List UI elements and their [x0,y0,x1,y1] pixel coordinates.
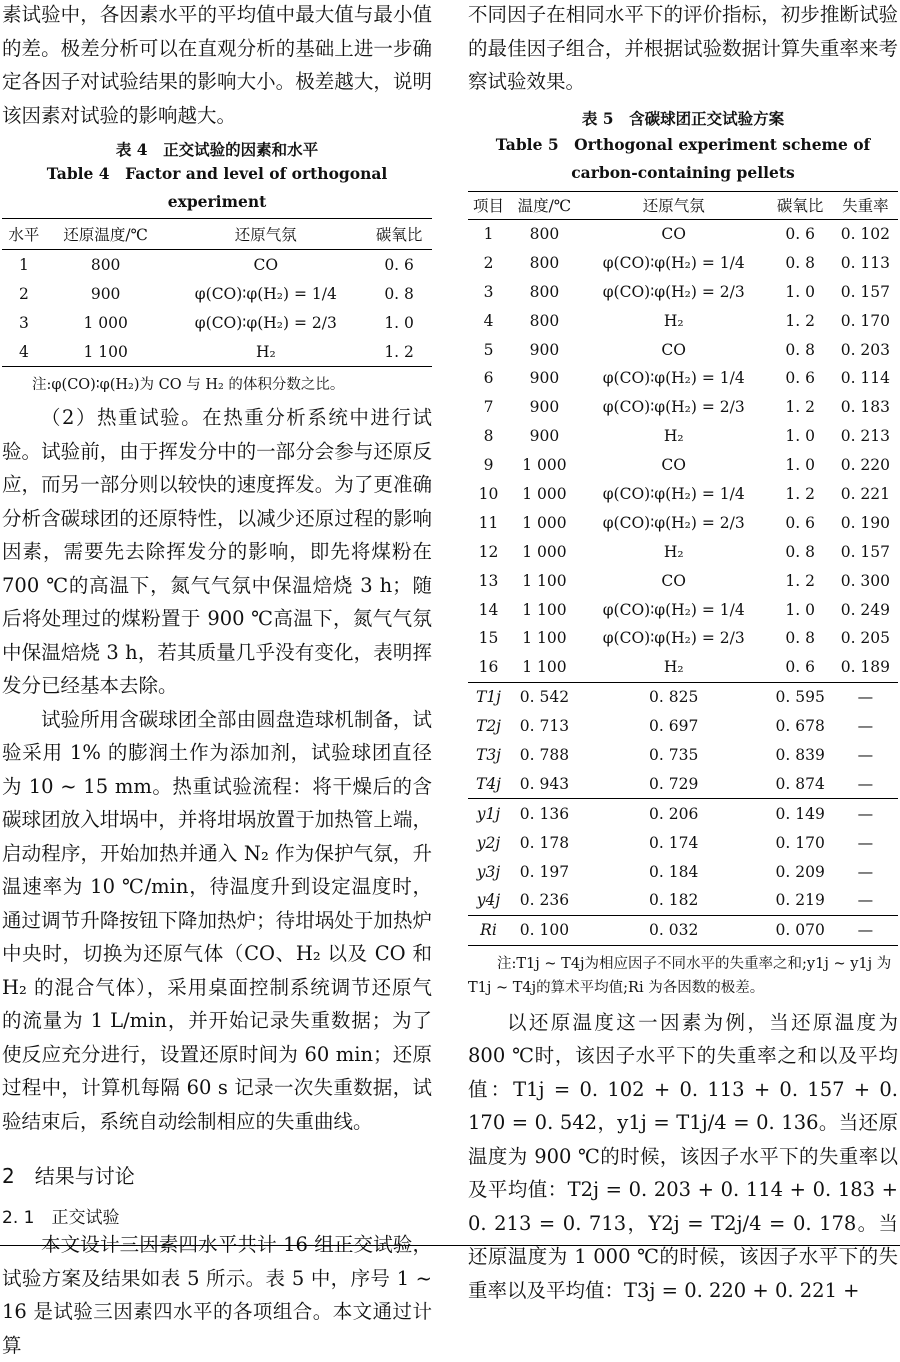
table-cell: 9 [483,456,494,475]
table-cell: 0. 8 [785,253,815,272]
table-cell: 1 [18,255,29,274]
table-cell: — [857,717,874,736]
table-cell: 0. 6 [785,513,815,532]
table-cell: 1. 2 [785,398,815,417]
table-cell: 1 000 [522,456,567,475]
table-cell: 0. 825 [580,682,768,711]
table-row [468,828,898,857]
table-row [468,624,898,653]
table-row [468,915,898,945]
table-cell: 0. 183 [840,398,891,417]
table-row [468,712,898,741]
table-row [468,769,898,798]
table-cell: 0. 6 [785,224,815,243]
table-cell: 7 [483,398,494,417]
table4-header-row [2,219,432,250]
table-cell: 6 [483,369,494,388]
table4-header: 水平 [2,219,46,250]
table-cell: y2j [476,833,501,852]
table-cell: — [833,682,898,711]
table-cell: 0. 943 [519,774,570,793]
table-cell: φ(CO)∶φ(H₂) = 2/3 [602,513,745,532]
table-row [468,306,898,335]
table-cell: 0. 100 [509,915,580,945]
table-cell: 16 [478,658,499,677]
table-cell: 900 [529,398,560,417]
table-row [468,393,898,422]
table-cell: 0. 170 [775,833,825,852]
table-cell: 0. 874 [775,774,825,793]
table-cell: 0. 213 [840,427,891,446]
table-cell: 4 [2,337,46,367]
table-cell: 1 100 [522,571,567,590]
table-cell: 0. 070 [768,915,833,945]
table-cell: 0. 249 [840,600,891,619]
table-cell: H₂ [663,311,684,330]
table-cell: y1j [468,799,509,828]
table-row [2,279,432,308]
table-cell: 1. 2 [785,311,815,330]
left-column [2,0,432,1362]
paragraph-orthogonal: 本文设计三因素四水平共计 16 组正交试验，试验方案及结果如表 5 所示。表 5 中，序号 1 ~ 16 是试验三因素四水平的各项组合。本文通过计算 [2,1233,432,1357]
table-cell: 0. 197 [519,862,570,881]
table4-caption-cn: 表 4 正交试验的因素和水平 [115,140,319,159]
table-cell: 2 [18,284,29,303]
table-cell: T2j [475,717,501,736]
table-row [468,480,898,509]
table5-header-row [468,191,898,219]
table-cell: 3 [483,282,494,301]
table-cell: φ(CO)∶φ(H₂) = 2/3 [194,313,337,332]
table-cell: 0. 236 [519,891,570,910]
paragraph-calculation: 以还原温度这一因素为例，当还原温度为 800 ℃时，该因子水平下的失重率之和以及平均值：T1j = 0. 102 + 0. 113 + 0. 157 + 0. 170 = 0. 542，y1j = T1j/4 = 0. 136。当还原温度为 900 ℃的时候，该因子水平下的失重率以及平均值：T2j = 0. 203 + 0. 114 + 0. 183 + 0. 213 = 0. 713，Y2j = T2j/4 = 0. 178。当还原温度为 1 000 ℃的时候，该因子水平下的失重率以及平均值：T3j = 0. 220 + 0. 221 + [468,1010,898,1302]
table-cell: 0. 6 [785,369,815,388]
table-cell: 1. 0 [785,600,815,619]
table5-header: 失重率 [833,191,898,219]
section-title: 2 结果与讨论 [2,1164,135,1188]
table-cell: φ(CO)∶φ(H₂) = 2/3 [602,398,745,417]
table-cell: 0. 149 [768,799,833,828]
table-cell: 0. 114 [840,369,891,388]
table-cell: CO [661,340,686,359]
table-cell: CO [253,255,279,274]
table-cell: H₂ [663,542,684,561]
table-cell: 0. 221 [840,484,891,503]
table-cell: 0. 220 [840,456,891,475]
table-cell: y3j [476,862,501,881]
table-cell: φ(CO)∶φ(H₂) = 2/3 [602,282,745,301]
table-cell: 2 [483,253,494,272]
table5-body [468,219,898,945]
table-cell: 0. 839 [775,745,825,764]
table-cell: T1j [468,682,509,711]
table-cell: 0. 203 [840,340,891,359]
table-cell: 0. 189 [840,658,891,677]
table-row [468,741,898,770]
table-cell: φ(CO)∶φ(H₂) = 1/4 [602,600,745,619]
table-cell: 0. 8 [384,284,414,303]
table-cell: — [857,891,874,910]
table-cell: 0. 697 [649,717,699,736]
table-cell: 1 100 [46,337,166,367]
table-cell: 0. 729 [649,774,699,793]
table-cell: 1 000 [522,513,567,532]
table-cell: 0. 6 [384,255,414,274]
table-cell: 0. 219 [775,891,825,910]
table-cell: 1 100 [522,629,567,648]
table-cell: 0. 713 [519,717,570,736]
subsection-title: 2. 1 正交试验 [2,1208,120,1228]
table-cell: 0. 113 [840,253,891,272]
table-cell: 800 [529,224,560,243]
table-cell: 0. 157 [840,282,891,301]
table4-header: 碳氧比 [366,219,432,250]
right-column [468,0,898,1307]
table-cell: 0. 300 [840,571,891,590]
table-cell: 0. 157 [840,542,891,561]
table-cell: 14 [478,600,499,619]
table-cell: 1. 0 [785,427,815,446]
table-cell: 0. 735 [649,745,699,764]
table-row [468,219,898,248]
table-cell: T3j [475,745,501,764]
paragraph-thermogravimetric: （2）热重试验。在热重分析系统中进行试验。试验前，由于挥发分中的一部分会参与还原反应，而另一部分则以较快的速度挥发。为了更准确分析含碳球团的还原特性，以减少还原过程的影响因素，需要先去除挥发分的影响，即先将煤粉在 700 ℃的高温下，氮气气氛中保温焙烧 3 h；随后将处理过的煤粉置于 900 ℃高温下，氮气气氛中保温焙烧 3 h，若其质量几乎没有变化，表明挥发分已经基本去除。 [2,406,432,697]
table-row [468,682,898,711]
table-cell: 1. 0 [785,456,815,475]
table-cell: φ(CO)∶φ(H₂) = 2/3 [602,629,745,648]
table-cell: 1. 2 [785,571,815,590]
table-cell: 13 [478,571,499,590]
table-cell: 0. 8 [785,629,815,648]
table5-note: 注:T1j ~ T4j为相应因子不同水平的失重率之和;y1j ~ y1j 为 T1j ~ T4j的算术平均值;Ri 为各因数的极差。 [468,955,892,996]
table-row [468,653,898,682]
table-cell: 1 [483,224,494,243]
table4 [2,218,432,367]
table-cell: 900 [529,369,560,388]
table-cell: T4j [475,774,501,793]
table-cell: φ(CO)∶φ(H₂) = 1/4 [194,284,337,303]
table-cell: — [857,745,874,764]
table-cell: 4 [483,311,494,330]
table-cell: 0. 209 [775,862,825,881]
table-cell: φ(CO)∶φ(H₂) = 1/4 [602,484,745,503]
table-cell: 1. 0 [384,313,414,332]
table-cell: H₂ [663,427,684,446]
table-cell: 900 [529,340,560,359]
table-row [2,337,432,367]
table-row [468,857,898,886]
table-cell: — [833,915,898,945]
table-cell: 900 [529,427,560,446]
table-row [468,248,898,277]
table-cell: 0. 206 [580,799,768,828]
table-cell: H₂ [663,658,684,677]
table-cell: 0. 032 [580,915,768,945]
table-cell: — [857,774,874,793]
table-cell: 0. 788 [519,745,570,764]
page-bottom-rule [0,1245,900,1246]
table4-header: 还原温度/℃ [46,219,166,250]
table-cell: 0. 6 [785,658,815,677]
table-cell: 0. 174 [649,833,699,852]
table-row [468,537,898,566]
table4-caption-en: Table 4 Factor and level of orthogonal experiment [46,164,388,211]
table-cell: 0. 170 [840,311,891,330]
table-row [468,595,898,624]
table5-caption-en-line1: Table 5 Orthogonal experiment scheme of [495,134,871,154]
table5-caption-cn: 表 5 含碳球团正交试验方案 [581,108,785,128]
table-cell: — [857,833,874,852]
table-cell: 800 [529,311,560,330]
paragraph-pellet-procedure: 试验所用含碳球团全部由圆盘造球机制备，试验采用 1% 的膨润土作为添加剂，试验球团直径为 10 ~ 15 mm。热重试验流程：将干燥后的含碳球团放入坩埚中，并将坩埚放置于加热管上端，启动程序，开始加热并通入 N₂ 作为保护气氛，升温速率为 10 ℃/min，待温度升到设定温度时，通过调节升降按钮下降加热炉；待坩埚处于加热炉中央时，切换为还原气体（CO、H₂ 以及 CO 和 H₂ 的混合气体），采用桌面控制系统调节还原气的流量为 1 L/min，并开始记录失重数据；为了使反应充分进行，设置还原时间为 60 min；还原过程中，计算机每隔 60 s 记录一次失重数据，试验结束后，系统自动绘制相应的失重曲线。 [2,707,432,1133]
table-cell: 3 [18,313,29,332]
table-row [468,335,898,364]
paragraph-range-analysis: 素试验中，各因素水平的平均值中最大值与最小值的差。极差分析可以在直观分析的基础上进一步确定各因子对试验结果的影响大小。极差越大，说明该因素对试验的影响越大。 [2,3,432,127]
table-cell: 1. 2 [366,337,432,367]
table-cell: φ(CO)∶φ(H₂) = 1/4 [602,253,745,272]
table-row [468,451,898,480]
table-cell: 0. 8 [785,340,815,359]
table-cell: 0. 136 [509,799,580,828]
table-cell: — [857,862,874,881]
table-cell: 1. 0 [785,282,815,301]
table5-header: 还原气氛 [580,191,768,219]
table-cell: 800 [90,255,121,274]
table-cell: 0. 542 [509,682,580,711]
table-row [468,799,898,828]
table-cell: 1 000 [83,313,128,332]
table-cell: 0. 8 [785,542,815,561]
table-row [468,364,898,393]
table-cell: 900 [90,284,121,303]
table-cell: 15 [478,629,499,648]
table4-note: 注:φ(CO)∶φ(H₂)为 CO 与 H₂ 的体积分数之比。 [32,377,345,393]
table-cell: Ri [468,915,509,945]
table-cell: y4j [476,891,501,910]
table-cell: 0. 102 [840,224,891,243]
table5-header: 温度/℃ [509,191,580,219]
table-cell: 1. 2 [785,484,815,503]
table-cell: 10 [478,484,499,503]
table5 [468,191,898,946]
table-cell: 0. 178 [519,833,570,852]
table-row [468,277,898,306]
table-row [468,508,898,537]
table5-header: 碳氧比 [768,191,833,219]
table-cell: — [833,799,898,828]
table-cell: CO [661,571,686,590]
table-cell: CO [661,456,686,475]
table-cell: 0. 184 [649,862,699,881]
table-cell: 0. 205 [840,629,891,648]
table-cell: 1 100 [522,600,567,619]
paragraph-evaluation: 不同因子在相同水平下的评价指标，初步推断试验的最佳因子组合，并根据试验数据计算失重率来考察试验效果。 [468,3,898,93]
table-cell: 1 000 [522,542,567,561]
table-cell: 0. 190 [840,513,891,532]
table-row [468,422,898,451]
table-cell: 1 000 [522,484,567,503]
table-cell: 11 [478,513,499,532]
table-cell: 0. 678 [775,717,825,736]
table5-header: 项目 [468,191,509,219]
table-cell: 0. 182 [649,891,699,910]
table-row [2,308,432,337]
table-cell: CO [661,224,686,243]
table-cell: 800 [529,253,560,272]
table-row [2,250,432,280]
table-cell: 800 [529,282,560,301]
table-cell: 1 100 [522,658,567,677]
table-cell: H₂ [165,337,366,367]
table4-header: 还原气氛 [165,219,366,250]
table-row [468,566,898,595]
table-cell: φ(CO)∶φ(H₂) = 1/4 [602,369,745,388]
table-row [468,886,898,915]
table5-caption-en-line2: carbon-containing pellets [571,162,795,182]
table-cell: 5 [483,340,494,359]
table-cell: 8 [483,427,494,446]
table-cell: 0. 595 [768,682,833,711]
table-cell: 12 [478,542,499,561]
